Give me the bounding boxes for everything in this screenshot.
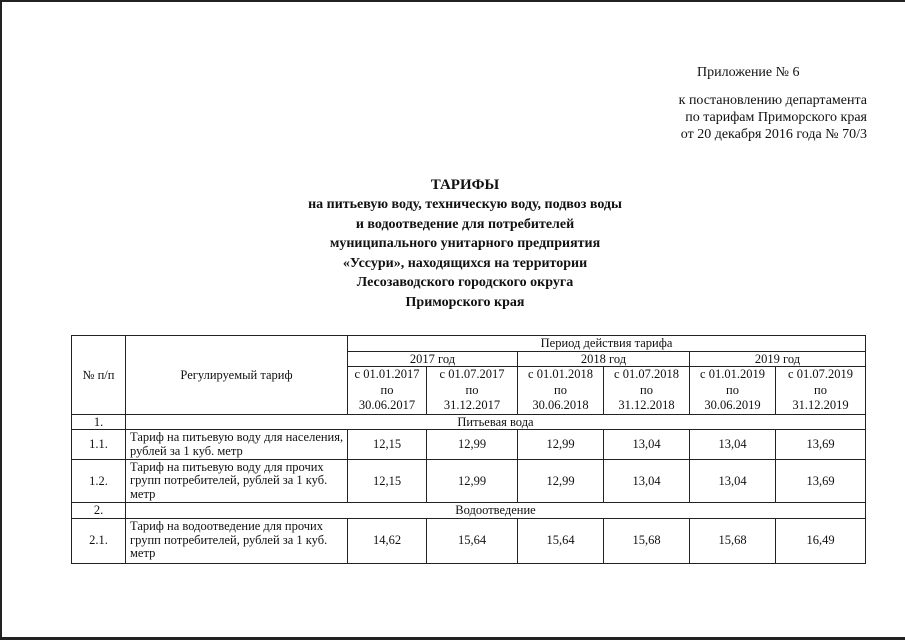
section-name: Питьевая вода (126, 414, 866, 430)
section-row (72, 414, 866, 430)
table-row (72, 460, 866, 503)
table-row (72, 430, 866, 460)
period-by: по (380, 382, 394, 397)
tariff-value: 13,69 (776, 430, 866, 460)
title-line: на питьевую воду, техническую воду, подвоз воды (308, 197, 622, 212)
period-from: с 01.07.2018 (614, 367, 679, 381)
header-period-cell (518, 367, 604, 415)
header-year: 2017 год (348, 351, 518, 367)
period-by: по (726, 382, 739, 397)
appendix-label: Приложение № 6 (697, 65, 800, 80)
period-from: с 01.07.2019 (788, 367, 853, 381)
tariffs-table (71, 335, 866, 564)
row-number: 2.1. (72, 518, 126, 563)
period-by: по (465, 382, 479, 397)
period-by: по (640, 382, 653, 397)
period-to: 30.06.2018 (532, 398, 589, 412)
header-period-cell (427, 367, 518, 415)
table-row (72, 518, 866, 563)
section-number: 1. (72, 414, 126, 430)
scan-border-left (0, 0, 2, 640)
period-to: 31.12.2017 (443, 398, 501, 412)
tariff-value: 12,99 (427, 430, 518, 460)
header-period-cell (604, 367, 690, 415)
decree-line: по тарифам Приморского края (685, 110, 867, 125)
tariff-value: 15,68 (604, 518, 690, 563)
row-tariff-name: Тариф на питьевую воду для прочих групп потребителей, рублей за 1 куб. метр (126, 460, 348, 503)
section-name: Водоотведение (126, 503, 866, 519)
period-from: с 01.07.2017 (439, 367, 505, 381)
period-from: с 01.01.2017 (354, 367, 420, 381)
tariff-value: 15,68 (690, 518, 776, 563)
period-by: по (814, 382, 827, 397)
tariff-value: 12,15 (348, 430, 427, 460)
header-number: № п/п (72, 336, 126, 415)
header-year: 2019 год (690, 351, 866, 367)
section-number: 2. (72, 503, 126, 519)
title-line: муниципального унитарного предприятия (329, 236, 601, 251)
header-period: Период действия тарифа (348, 336, 866, 352)
tariff-value: 13,04 (604, 460, 690, 503)
header-period-cell (690, 367, 776, 415)
row-tariff-name: Тариф на питьевую воду для населения, рублей за 1 куб. метр (126, 430, 348, 460)
tariff-value: 15,64 (427, 518, 518, 563)
tariff-value: 13,04 (690, 430, 776, 460)
period-from: с 01.01.2019 (700, 367, 765, 381)
header-year: 2018 год (518, 351, 690, 367)
title-line: и водоотведение для потребителей (355, 216, 575, 232)
row-number: 1.1. (72, 430, 126, 460)
header-period-cell (348, 367, 427, 415)
tariff-value: 12,99 (427, 460, 518, 503)
decree-line: к постановлению департамента (678, 93, 867, 108)
section-row (72, 503, 866, 519)
document-title (260, 176, 670, 312)
header-tariff: Регулируемый тариф (126, 336, 348, 415)
period-to: 30.06.2019 (704, 398, 761, 412)
decree-reference (679, 92, 867, 143)
tariff-value: 16,49 (776, 518, 866, 563)
decree-line: от 20 декабря 2016 года № 70/3 (680, 127, 867, 142)
tariff-value: 12,99 (518, 460, 604, 503)
title-line: «Уссури», находящихся на территории (342, 255, 588, 271)
header-period-cell (776, 367, 866, 415)
tariff-value: 13,04 (604, 430, 690, 460)
row-tariff-name: Тариф на водоотведение для прочих групп потребителей, рублей за 1 куб. метр (126, 518, 348, 563)
period-to: 30.06.2017 (358, 398, 416, 412)
tariff-value: 13,04 (690, 460, 776, 503)
tariff-value: 15,64 (518, 518, 604, 563)
tariff-value: 14,62 (348, 518, 427, 563)
title-line: Приморского края (405, 294, 525, 310)
period-from: с 01.01.2018 (528, 367, 593, 381)
period-to: 31.12.2018 (618, 398, 675, 412)
title-line: Лесозаводского городского округа (356, 275, 574, 290)
period-by: по (554, 382, 567, 397)
scan-border-top (0, 0, 905, 2)
row-number: 1.2. (72, 460, 126, 503)
tariff-value: 12,99 (518, 430, 604, 460)
period-to: 31.12.2019 (792, 398, 849, 412)
tariff-value: 13,69 (776, 460, 866, 503)
title-main: ТАРИФЫ (430, 177, 500, 193)
tariff-value: 12,15 (348, 460, 427, 503)
